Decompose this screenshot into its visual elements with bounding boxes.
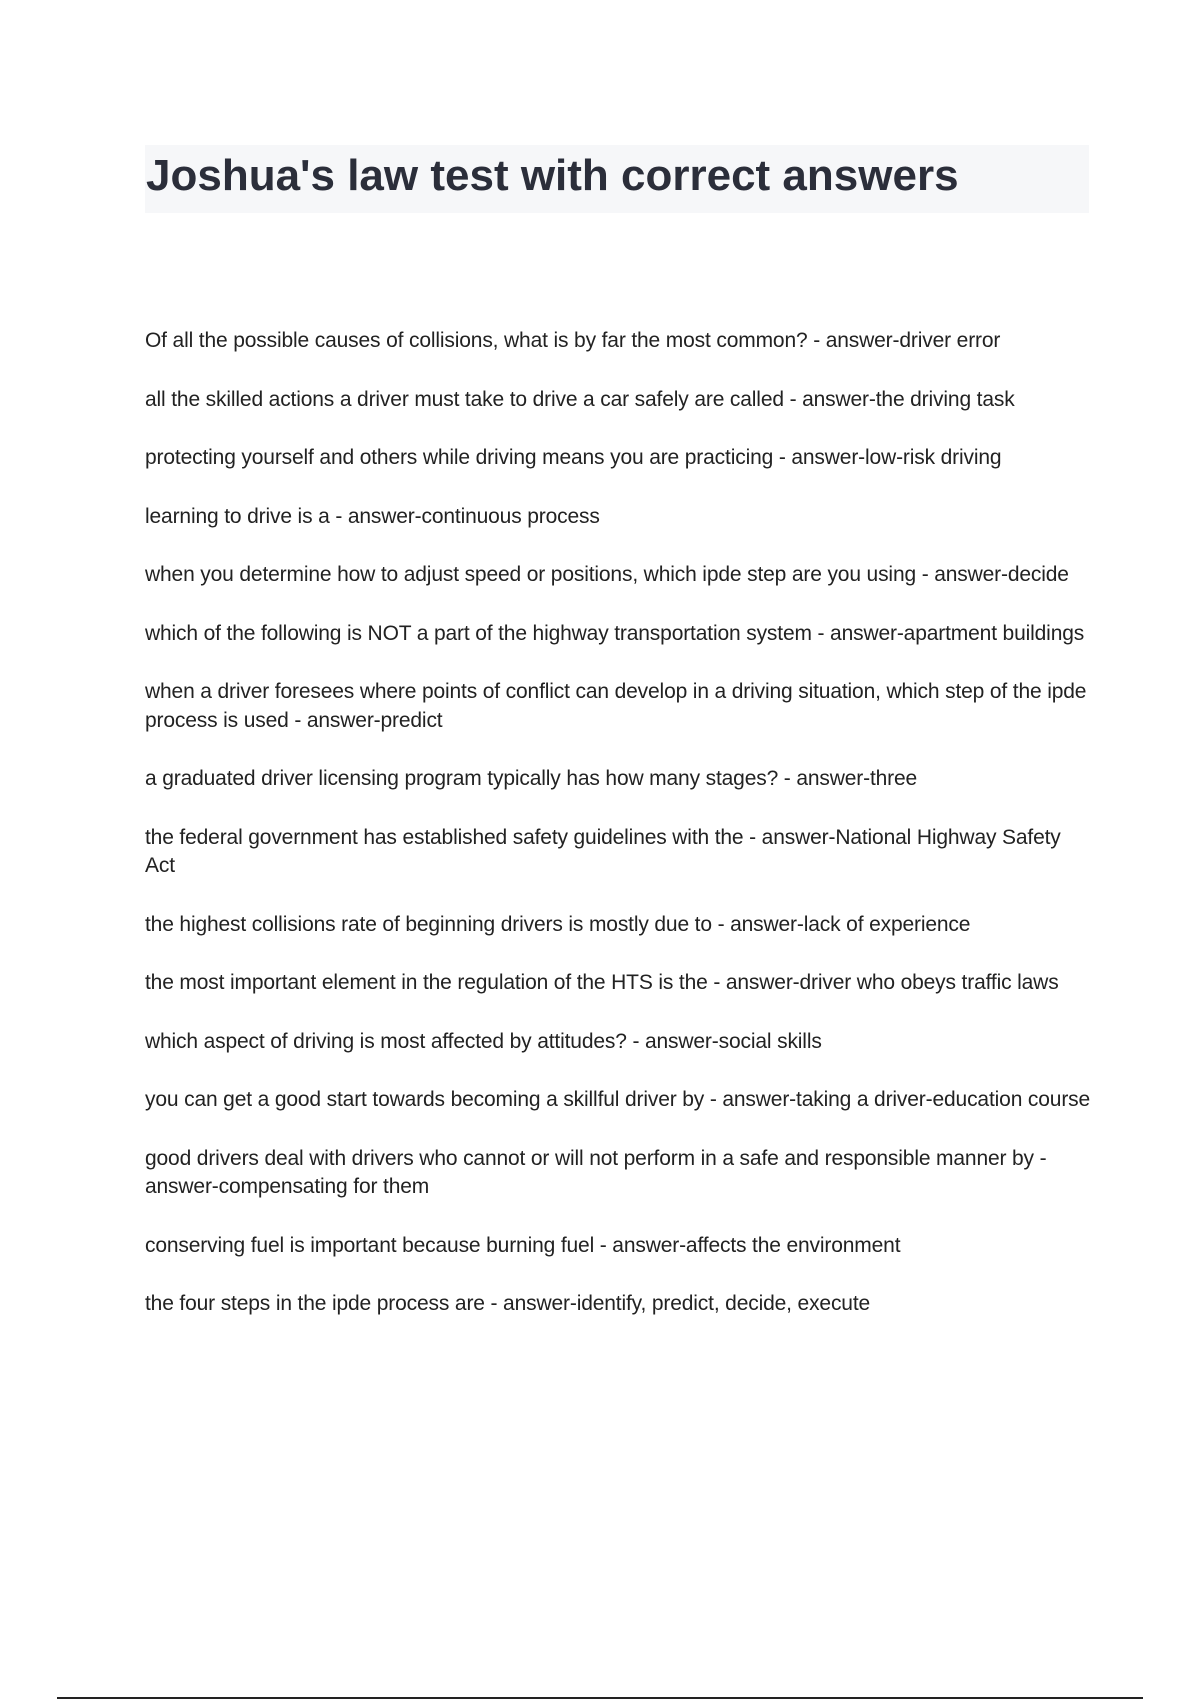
qa-item: the four steps in the ipde process are - answer-identify, predict, decide, execute bbox=[145, 1292, 871, 1315]
qa-item: conserving fuel is important because burning fuel - answer-affects the environment bbox=[145, 1233, 901, 1257]
page-title: Joshua's law test with correct answers bbox=[146, 151, 959, 200]
qa-item: which aspect of driving is most affected by attitudes? - answer-social skills bbox=[145, 1029, 822, 1053]
qa-item: good drivers deal with drivers who cannot or will not perform in a safe and responsible manner by - answer-compensating for them bbox=[145, 1146, 1047, 1198]
qa-item: the highest collisions rate of beginning drivers is mostly due to - answer-lack of experience bbox=[145, 912, 971, 936]
title-banner bbox=[145, 145, 1089, 213]
qa-item: when a driver foresees where points of conflict can develop in a driving situation, which step of the ipde process is used - answer-predict bbox=[145, 680, 1087, 732]
qa-item: the federal government has established safety guidelines with the - answer-National Highway Safety Act bbox=[145, 825, 1061, 877]
footer-divider bbox=[57, 1697, 1143, 1699]
qa-item: a graduated driver licensing program typically has how many stages? - answer-three bbox=[145, 767, 918, 790]
qa-item: which of the following is NOT a part of the highway transportation system - answer-apartment buildings bbox=[145, 621, 1085, 645]
qa-item: when you determine how to adjust speed or positions, which ipde step are you using - answer-decide bbox=[145, 563, 1069, 586]
qa-item: Of all the possible causes of collisions, what is by far the most common? - answer-driver error bbox=[145, 329, 1001, 352]
qa-item: learning to drive is a - answer-continuous process bbox=[145, 504, 600, 528]
qa-item: protecting yourself and others while driving means you are practicing - answer-low-risk driving bbox=[145, 446, 1002, 469]
qa-item: you can get a good start towards becoming a skillful driver by - answer-taking a driver-education course bbox=[145, 1088, 1091, 1111]
qa-item: the most important element in the regulation of the HTS is the - answer-driver who obeys traffic laws bbox=[145, 971, 1059, 994]
qa-list bbox=[145, 327, 1095, 1349]
qa-item: all the skilled actions a driver must take to drive a car safely are called - answer-the driving task bbox=[145, 387, 1015, 411]
